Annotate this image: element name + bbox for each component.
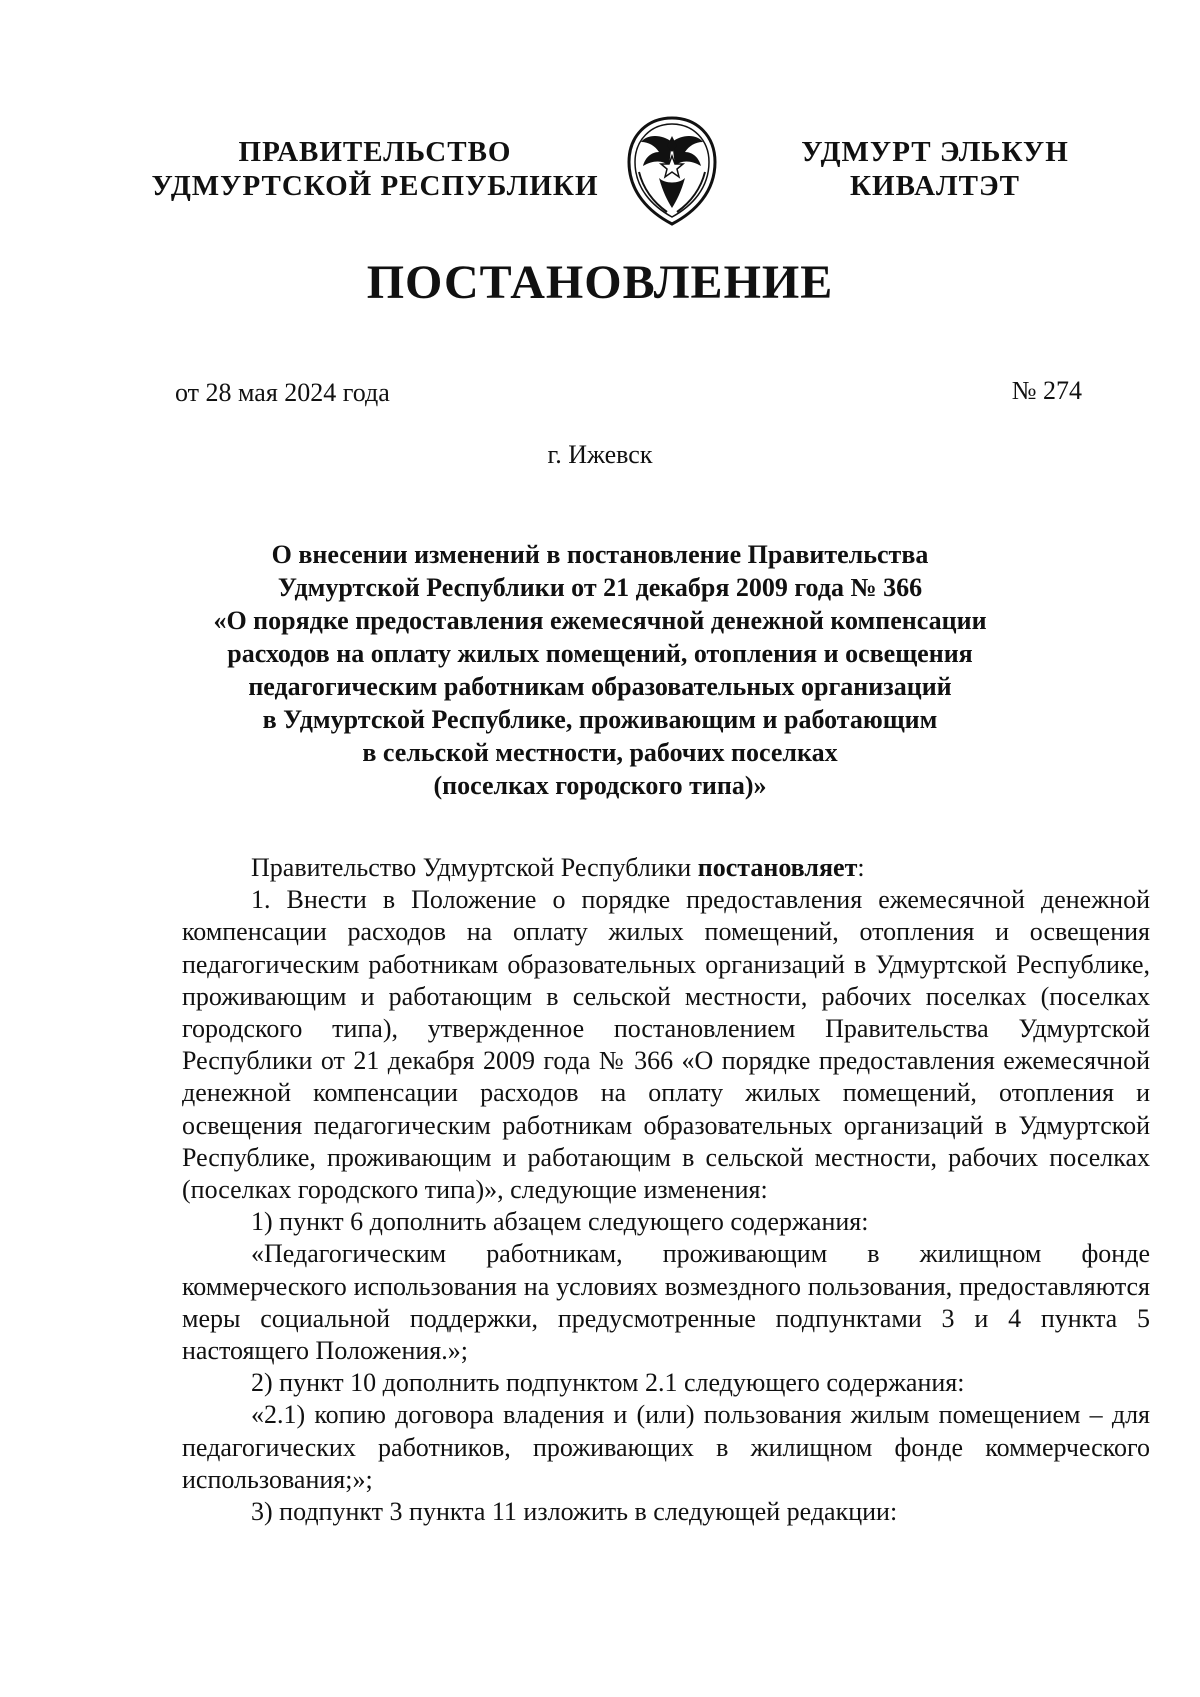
government-name-udmurt [790,135,1080,203]
document-body [182,852,1150,1528]
intro-text: Правительство Удмуртской Республики [251,853,698,882]
item-3: 3) подпункт 3 пункта 11 изложить в следующей редакции: [251,1497,898,1527]
title-line: (поселках городского типа)» [433,771,767,800]
paragraph-1: 1. Внести в Положение о порядке предоставления ежемесячной денежной компенсации расходов на оплату жилых помещений, отопления и освещения педагогическим работникам образовательных организаций в Удмуртской Республике, проживающим и работающим в сельской местности, рабочих поселках (поселках городского типа), утвержденное постановлением Правительства Удмуртской Республики от 21 декабря 2009 года № 366 «О порядке предоставления ежемесячной денежной компенсации расходов на оплату жилых помещений, отопления и освещения педагогическим работникам образовательных организаций в Удмуртской Республике, проживающим и работающим в сельской местности, рабочих поселках (поселках городского типа)», следующие изменения: [182,885,1150,1205]
title-line: в Удмуртской Республике, проживающим и работающим [262,705,938,734]
intro-colon: : [857,853,865,882]
resolution-intro [182,852,1150,884]
document-number: № 274 [1011,376,1082,405]
government-name-udmurt-line1: УДМУРТ ЭЛЬКУН [801,136,1069,168]
document-city: г. Ижевск [547,440,653,469]
document-type-heading: ПОСТАНОВЛЕНИЕ [366,256,834,309]
document-date: от 28 мая 2024 года [175,378,390,407]
title-line: в сельской местности, рабочих поселках [362,738,838,767]
item-2-text: «2.1) копию договора владения и (или) пользования жилым помещением – для педагогических работников, проживающих в жилищном фонде коммерческого использования;»; [182,1400,1150,1494]
intro-keyword: постановляет [697,853,858,882]
government-name-line2: УДМУРТСКОЙ РЕСПУБЛИКИ [151,170,599,202]
government-name-udmurt-line2: КИВАЛТЭТ [849,170,1020,202]
item-1-text: «Педагогическим работникам, проживающим в жилищном фонде коммерческого использования на условиях возмездного пользования, предоставляются меры социальной поддержки, предусмотренные подпунктами 3 и 4 пункта 5 настоящего Положения.»; [182,1239,1150,1366]
title-line: Удмуртской Республики от 21 декабря 2009 года № 366 [277,573,923,602]
title-line: педагогическим работникам образовательных организаций [248,672,952,701]
title-line: О внесении изменений в постановление Правительства [271,540,929,569]
government-name-line1: ПРАВИТЕЛЬСТВО [238,136,512,168]
coat-of-arms-emblem [617,112,727,232]
title-line: расходов на оплату жилых помещений, отопления и освещения [227,639,973,668]
item-1: 1) пункт 6 дополнить абзацем следующего содержания: [251,1207,869,1237]
item-2: 2) пункт 10 дополнить подпунктом 2.1 следующего содержания: [251,1368,965,1398]
government-name-russian [140,135,610,203]
title-line: «О порядке предоставления ежемесячной денежной компенсации [213,606,987,635]
document-title [200,538,1000,802]
